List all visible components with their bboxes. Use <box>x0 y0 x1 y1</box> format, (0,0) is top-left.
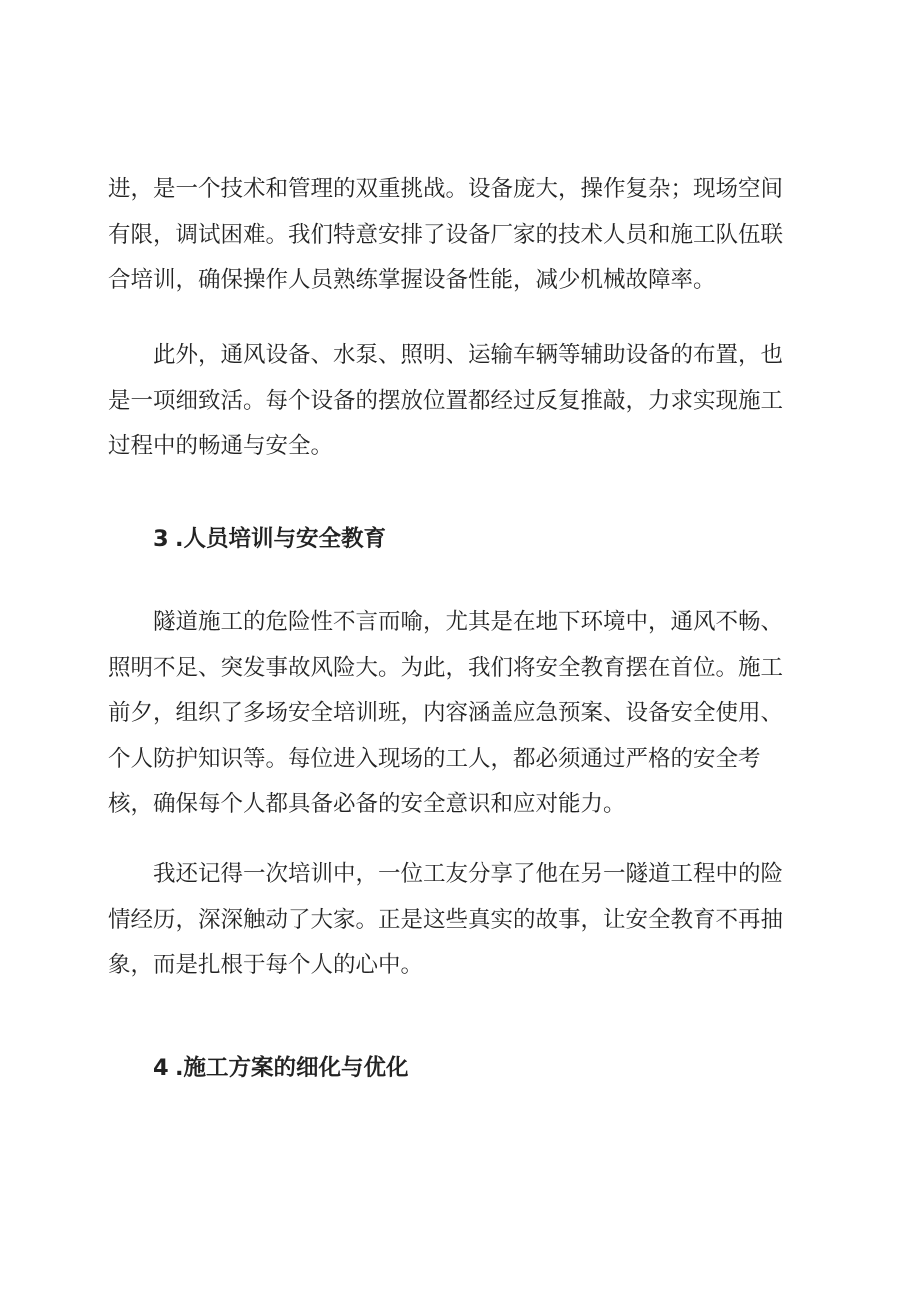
section-number: 4 <box>153 1055 169 1081</box>
paragraph-line: 情经历，深深触动了大家。正是这些真实的故事，让安全教育不再抽 <box>108 906 784 933</box>
paragraph-safety-education <box>108 600 808 828</box>
paragraph-line: 过程中的畅通与安全。 <box>108 433 334 459</box>
paragraph-auxiliary-equipment <box>108 333 808 470</box>
paragraph-line: 有限，调试困难。我们特意安排了设备厂家的技术人员和施工队伍联 <box>108 221 784 248</box>
section-title: .人员培训与安全教育 <box>175 526 387 552</box>
paragraph-training-story <box>108 852 808 989</box>
paragraph-equipment-challenge <box>108 167 808 304</box>
paragraph-line: 象，而是扎根于每个人的心中。 <box>108 952 424 978</box>
section-heading-3 <box>153 524 386 554</box>
paragraph-line: 我还记得一次培训中，一位工友分享了他在另一隧道工程中的险 <box>153 861 784 887</box>
section-title: .施工方案的细化与优化 <box>175 1055 409 1081</box>
section-heading-4 <box>153 1053 409 1083</box>
paragraph-line: 是一项细致活。每个设备的摆放位置都经过反复推敲，力求实现施工 <box>108 387 784 414</box>
paragraph-line: 前夕，组织了多场安全培训班，内容涵盖应急预案、设备安全使用、 <box>108 700 784 726</box>
paragraph-line: 照明不足、突发事故风险大。为此，我们将安全教育摆在首位。施工 <box>108 654 784 681</box>
section-number: 3 <box>153 526 169 552</box>
paragraph-line: 个人防护知识等。每位进入现场的工人，都必须通过严格的安全考 <box>108 745 761 772</box>
paragraph-line: 此外，通风设备、水泵、照明、运输车辆等辅助设备的布置，也 <box>153 342 784 368</box>
paragraph-line: 核，确保每个人都具备必备的安全意识和应对能力。 <box>108 791 626 817</box>
paragraph-line: 进，是一个技术和管理的双重挑战。设备庞大，操作复杂；现场空间 <box>108 176 784 202</box>
paragraph-line: 合培训，确保操作人员熟练掌握设备性能，减少机械故障率。 <box>108 267 716 293</box>
paragraph-line: 隧道施工的危险性不言而喻，尤其是在地下环境中，通风不畅、 <box>153 609 784 635</box>
